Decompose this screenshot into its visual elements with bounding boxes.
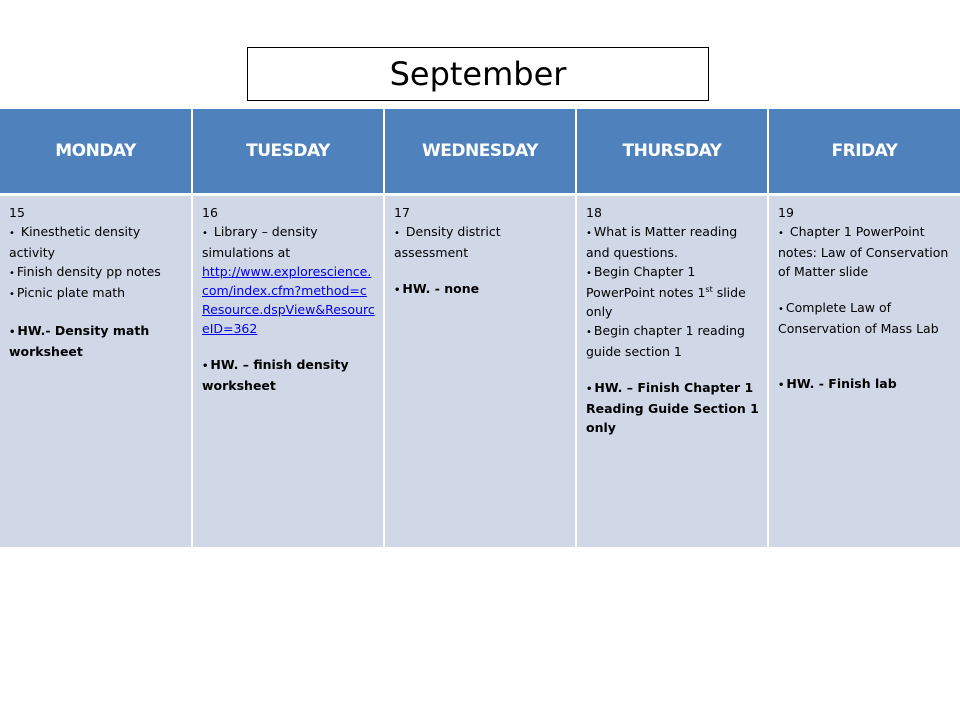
homework-item: • HW. – finish density worksheet [202,357,349,393]
list-item: • What is Matter reading and questions. [586,224,738,260]
resource-link[interactable]: http://www.explorescience.com/index.cfm?method=cResource.dspView&ResourceID=362 [202,264,375,336]
week-row [0,195,960,548]
header-thursday: THURSDAY [576,109,768,195]
list-item: • Chapter 1 PowerPoint notes: Law of Conservation of Matter slide [778,224,949,279]
date-number: 16 [202,205,218,220]
header-tuesday: TUESDAY [192,109,384,195]
cell-wednesday [384,195,576,548]
date-number: 18 [586,205,602,220]
page-title: September [389,55,567,93]
list-item: • Begin chapter 1 reading guide section 1 [586,323,745,359]
date-number: 17 [394,205,410,220]
list-item: • Complete Law of Conservation of Mass Lab [778,300,939,336]
task-list [394,222,567,300]
calendar-table [0,109,960,547]
homework-item: • HW. – Finish Chapter 1 Reading Guide Section 1 only [586,380,759,435]
date-number: 19 [778,205,794,220]
list-item: • Picnic plate math [9,285,126,300]
header-friday: FRIDAY [768,109,960,195]
task-list [586,222,759,437]
homework-item: • HW. - none [394,281,480,296]
header-monday: MONDAY [0,109,192,195]
header-row [0,109,960,195]
list-item: • Library – density simulations at http://www.explorescience.com/index.cfm?method=cResource.dspView&ResourceID=362 [202,224,375,336]
homework-item: • HW. - Finish lab [778,376,897,391]
cell-monday [0,195,192,548]
list-item: • Finish density pp notes [9,264,161,279]
date-number: 15 [9,205,25,220]
task-list [202,222,375,395]
header-wednesday: WEDNESDAY [384,109,576,195]
list-item: • Begin Chapter 1 PowerPoint notes 1st slide only [586,264,746,319]
task-list [9,222,183,361]
cell-tuesday [192,195,384,548]
cell-friday [768,195,960,548]
list-item: • Density district assessment [394,224,501,260]
list-item: • Kinesthetic density activity [9,224,141,260]
cell-thursday [576,195,768,548]
title-box [247,47,709,101]
task-list [778,222,952,395]
homework-item: • HW.- Density math worksheet [9,323,150,359]
